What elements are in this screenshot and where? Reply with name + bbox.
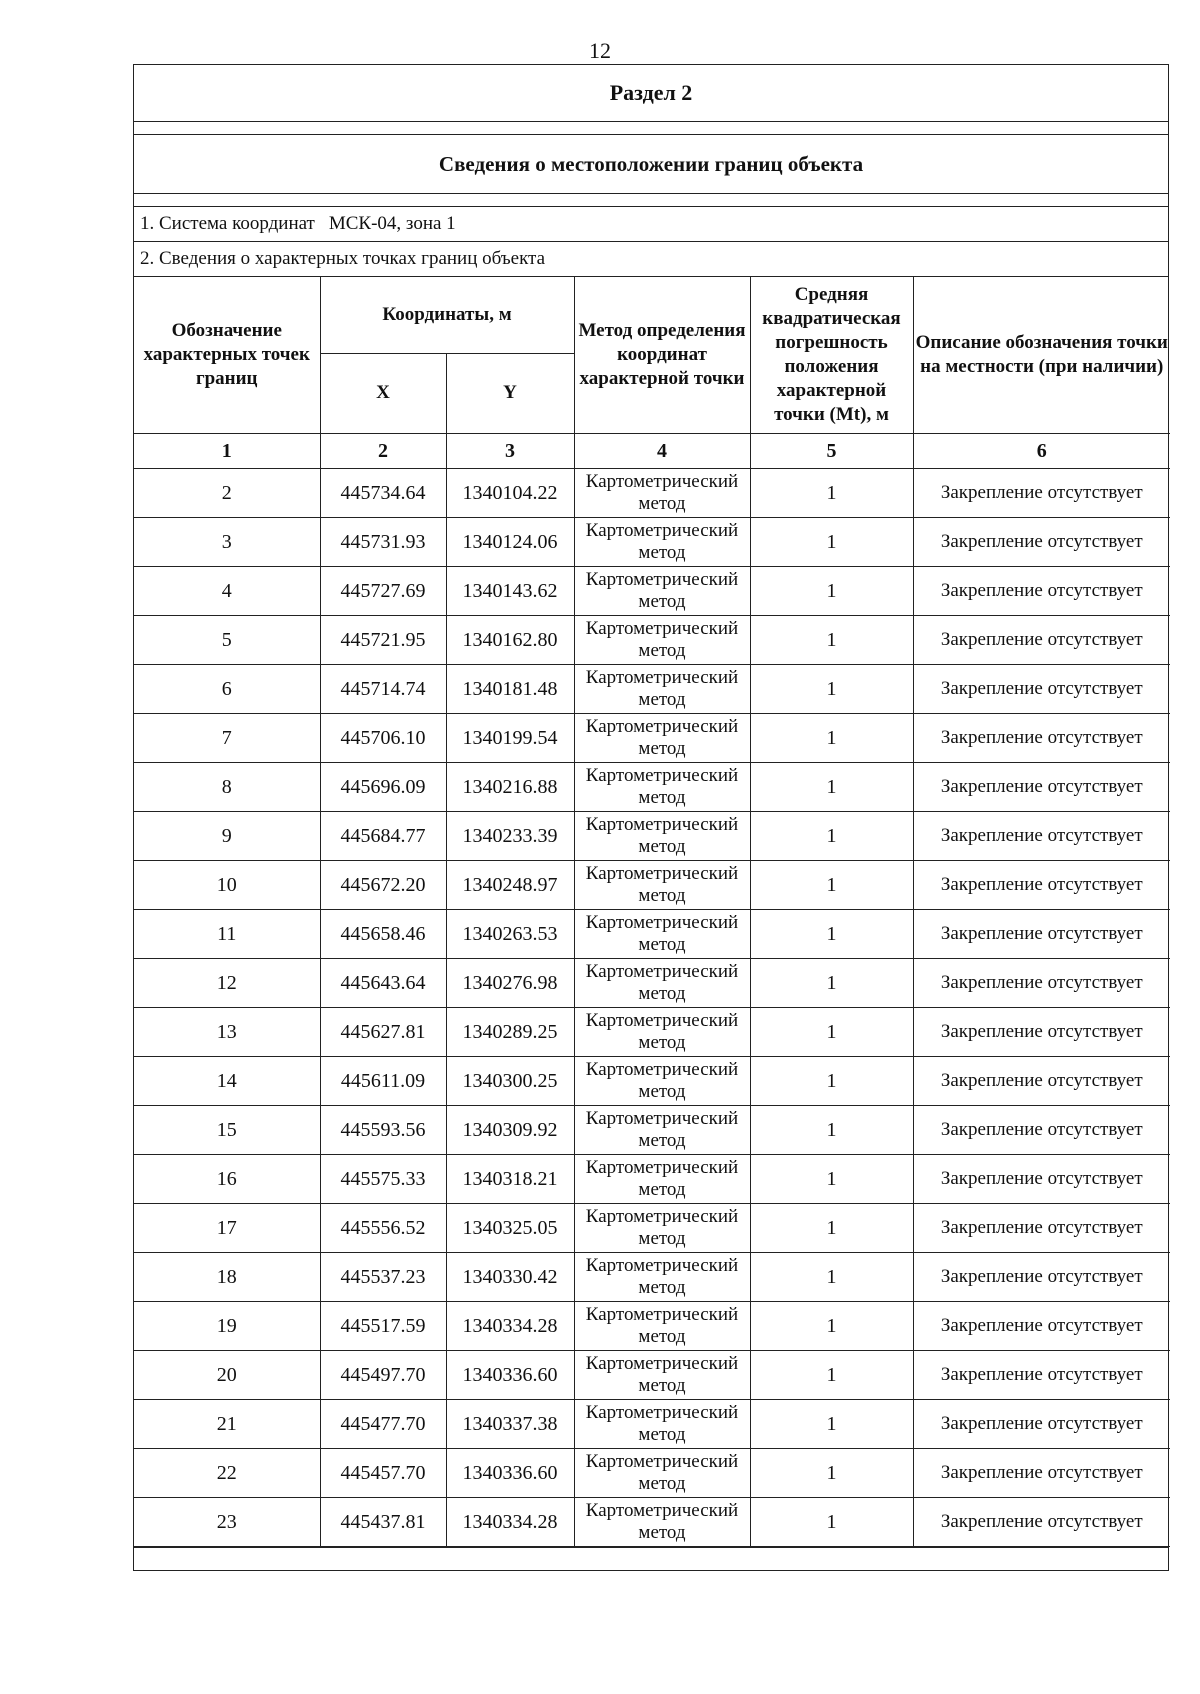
cell-method: Картометрический метод (574, 1350, 750, 1399)
cell-method: Картометрический метод (574, 615, 750, 664)
cell-description: Закрепление отсутствует (913, 762, 1170, 811)
table-row (134, 1105, 1170, 1154)
cell-x-coordinate: 445575.33 (320, 1154, 446, 1203)
cell-x-coordinate: 445684.77 (320, 811, 446, 860)
table-row (134, 860, 1170, 909)
cell-y-coordinate: 1340143.62 (446, 566, 574, 615)
header-error: Средняя квадратическая погрешность положения характерной точки (Mt), м (750, 277, 913, 433)
cell-mean-square-error: 1 (750, 1154, 913, 1203)
cell-description: Закрепление отсутствует (913, 713, 1170, 762)
cell-x-coordinate: 445611.09 (320, 1056, 446, 1105)
cell-point-designation: 9 (134, 811, 320, 860)
cell-mean-square-error: 1 (750, 615, 913, 664)
cell-method: Картометрический метод (574, 909, 750, 958)
cell-y-coordinate: 1340336.60 (446, 1448, 574, 1497)
cell-mean-square-error: 1 (750, 1105, 913, 1154)
cell-method: Картометрический метод (574, 958, 750, 1007)
table-footer-empty-row (134, 1547, 1168, 1570)
cell-point-designation: 5 (134, 615, 320, 664)
cell-x-coordinate: 445537.23 (320, 1252, 446, 1301)
cell-point-designation: 16 (134, 1154, 320, 1203)
cell-mean-square-error: 1 (750, 909, 913, 958)
cell-x-coordinate: 445593.56 (320, 1105, 446, 1154)
cell-y-coordinate: 1340276.98 (446, 958, 574, 1007)
cell-y-coordinate: 1340233.39 (446, 811, 574, 860)
cell-mean-square-error: 1 (750, 1252, 913, 1301)
cell-point-designation: 15 (134, 1105, 320, 1154)
cell-mean-square-error: 1 (750, 1399, 913, 1448)
cell-method: Картометрический метод (574, 1497, 750, 1546)
cell-description: Закрепление отсутствует (913, 1105, 1170, 1154)
cell-mean-square-error: 1 (750, 811, 913, 860)
cell-point-designation: 3 (134, 517, 320, 566)
cell-mean-square-error: 1 (750, 517, 913, 566)
table-row (134, 1301, 1170, 1350)
table-row (134, 1497, 1170, 1546)
cell-method: Картометрический метод (574, 713, 750, 762)
cell-method: Картометрический метод (574, 1301, 750, 1350)
cell-method: Картометрический метод (574, 762, 750, 811)
cell-point-designation: 17 (134, 1203, 320, 1252)
cell-mean-square-error: 1 (750, 664, 913, 713)
table-row (134, 1252, 1170, 1301)
cell-x-coordinate: 445556.52 (320, 1203, 446, 1252)
table-row (134, 1007, 1170, 1056)
cell-y-coordinate: 1340300.25 (446, 1056, 574, 1105)
cell-y-coordinate: 1340330.42 (446, 1252, 574, 1301)
cell-mean-square-error: 1 (750, 1007, 913, 1056)
cell-y-coordinate: 1340104.22 (446, 468, 574, 517)
table-row (134, 713, 1170, 762)
cell-method: Картометрический метод (574, 1399, 750, 1448)
cell-description: Закрепление отсутствует (913, 1497, 1170, 1546)
column-number-row (134, 433, 1170, 468)
boundary-section-sheet (133, 64, 1169, 1571)
table-row (134, 762, 1170, 811)
cell-mean-square-error: 1 (750, 713, 913, 762)
cell-point-designation: 18 (134, 1252, 320, 1301)
cell-y-coordinate: 1340263.53 (446, 909, 574, 958)
cell-x-coordinate: 445721.95 (320, 615, 446, 664)
cell-mean-square-error: 1 (750, 1301, 913, 1350)
points-heading: 2. Сведения о характерных точках границ объекта (134, 242, 1168, 277)
cell-point-designation: 22 (134, 1448, 320, 1497)
cell-description: Закрепление отсутствует (913, 1203, 1170, 1252)
coordinate-system-line (134, 206, 1168, 242)
column-number: 1 (134, 433, 320, 468)
cell-mean-square-error: 1 (750, 1056, 913, 1105)
cell-y-coordinate: 1340248.97 (446, 860, 574, 909)
cell-description: Закрепление отсутствует (913, 615, 1170, 664)
header-designation: Обозначение характерных точек границ (134, 277, 320, 433)
cell-method: Картометрический метод (574, 1056, 750, 1105)
table-row (134, 615, 1170, 664)
cell-method: Картометрический метод (574, 1154, 750, 1203)
table-row (134, 566, 1170, 615)
cell-x-coordinate: 445517.59 (320, 1301, 446, 1350)
cell-description: Закрепление отсутствует (913, 664, 1170, 713)
cell-method: Картометрический метод (574, 468, 750, 517)
cell-x-coordinate: 445658.46 (320, 909, 446, 958)
cell-y-coordinate: 1340181.48 (446, 664, 574, 713)
points-table-body (134, 468, 1170, 1546)
cell-mean-square-error: 1 (750, 1497, 913, 1546)
cell-method: Картометрический метод (574, 517, 750, 566)
cell-x-coordinate: 445437.81 (320, 1497, 446, 1546)
cell-description: Закрепление отсутствует (913, 1448, 1170, 1497)
cell-point-designation: 2 (134, 468, 320, 517)
cell-y-coordinate: 1340124.06 (446, 517, 574, 566)
cell-x-coordinate: 445643.64 (320, 958, 446, 1007)
cell-y-coordinate: 1340325.05 (446, 1203, 574, 1252)
cell-y-coordinate: 1340336.60 (446, 1350, 574, 1399)
cell-x-coordinate: 445457.70 (320, 1448, 446, 1497)
table-row (134, 664, 1170, 713)
cell-point-designation: 8 (134, 762, 320, 811)
section-subtitle: Сведения о местоположении границ объекта (134, 134, 1168, 194)
header-x: X (320, 353, 446, 433)
cell-description: Закрепление отсутствует (913, 1301, 1170, 1350)
cell-method: Картометрический метод (574, 1105, 750, 1154)
cell-point-designation: 13 (134, 1007, 320, 1056)
cell-y-coordinate: 1340309.92 (446, 1105, 574, 1154)
cell-x-coordinate: 445497.70 (320, 1350, 446, 1399)
cell-description: Закрепление отсутствует (913, 566, 1170, 615)
cell-point-designation: 6 (134, 664, 320, 713)
cell-point-designation: 14 (134, 1056, 320, 1105)
cell-method: Картометрический метод (574, 664, 750, 713)
cell-description: Закрепление отсутствует (913, 1399, 1170, 1448)
cell-x-coordinate: 445477.70 (320, 1399, 446, 1448)
cell-point-designation: 21 (134, 1399, 320, 1448)
cell-mean-square-error: 1 (750, 1350, 913, 1399)
cell-mean-square-error: 1 (750, 1203, 913, 1252)
section-title: Раздел 2 (134, 65, 1168, 122)
header-method: Метод определения координат характерной точки (574, 277, 750, 433)
table-row (134, 1203, 1170, 1252)
cell-method: Картометрический метод (574, 860, 750, 909)
table-row (134, 1154, 1170, 1203)
table-row (134, 1448, 1170, 1497)
cell-description: Закрепление отсутствует (913, 1350, 1170, 1399)
table-row (134, 811, 1170, 860)
cell-method: Картометрический метод (574, 1252, 750, 1301)
cell-description: Закрепление отсутствует (913, 1252, 1170, 1301)
cell-mean-square-error: 1 (750, 468, 913, 517)
table-row (134, 958, 1170, 1007)
cell-description: Закрепление отсутствует (913, 1154, 1170, 1203)
cell-y-coordinate: 1340289.25 (446, 1007, 574, 1056)
cell-method: Картометрический метод (574, 1448, 750, 1497)
table-row (134, 1350, 1170, 1399)
column-number: 2 (320, 433, 446, 468)
cell-description: Закрепление отсутствует (913, 468, 1170, 517)
cell-x-coordinate: 445672.20 (320, 860, 446, 909)
table-row (134, 1399, 1170, 1448)
cell-description: Закрепление отсутствует (913, 1056, 1170, 1105)
cell-description: Закрепление отсутствует (913, 1007, 1170, 1056)
cell-description: Закрепление отсутствует (913, 517, 1170, 566)
header-coordinates: Координаты, м (320, 277, 574, 353)
cell-x-coordinate: 445627.81 (320, 1007, 446, 1056)
cell-mean-square-error: 1 (750, 762, 913, 811)
cell-point-designation: 19 (134, 1301, 320, 1350)
cell-method: Картометрический метод (574, 811, 750, 860)
cell-x-coordinate: 445706.10 (320, 713, 446, 762)
boundary-points-table (134, 277, 1170, 1547)
header-y: Y (446, 353, 574, 433)
column-number: 3 (446, 433, 574, 468)
cell-point-designation: 23 (134, 1497, 320, 1546)
column-number: 5 (750, 433, 913, 468)
cell-description: Закрепление отсутствует (913, 958, 1170, 1007)
cell-point-designation: 7 (134, 713, 320, 762)
cell-point-designation: 4 (134, 566, 320, 615)
cell-y-coordinate: 1340199.54 (446, 713, 574, 762)
cell-y-coordinate: 1340318.21 (446, 1154, 574, 1203)
cell-method: Картометрический метод (574, 1203, 750, 1252)
cell-y-coordinate: 1340334.28 (446, 1497, 574, 1546)
header-description: Описание обозначения точки на местности (при наличии) (913, 277, 1170, 433)
cell-description: Закрепление отсутствует (913, 909, 1170, 958)
cell-x-coordinate: 445734.64 (320, 468, 446, 517)
table-row (134, 517, 1170, 566)
cell-y-coordinate: 1340334.28 (446, 1301, 574, 1350)
cell-point-designation: 11 (134, 909, 320, 958)
cell-point-designation: 12 (134, 958, 320, 1007)
column-number: 4 (574, 433, 750, 468)
table-row (134, 1056, 1170, 1105)
coordinate-system-label: 1. Система координат (140, 213, 315, 234)
coordinate-system-value: МСК-04, зона 1 (328, 213, 456, 234)
cell-mean-square-error: 1 (750, 566, 913, 615)
cell-x-coordinate: 445696.09 (320, 762, 446, 811)
cell-x-coordinate: 445731.93 (320, 517, 446, 566)
page-number: 12 (589, 38, 611, 63)
column-number: 6 (913, 433, 1170, 468)
table-row (134, 909, 1170, 958)
cell-y-coordinate: 1340216.88 (446, 762, 574, 811)
table-row (134, 468, 1170, 517)
cell-mean-square-error: 1 (750, 860, 913, 909)
cell-x-coordinate: 445714.74 (320, 664, 446, 713)
cell-description: Закрепление отсутствует (913, 860, 1170, 909)
cell-method: Картометрический метод (574, 1007, 750, 1056)
cell-description: Закрепление отсутствует (913, 811, 1170, 860)
cell-point-designation: 10 (134, 860, 320, 909)
cell-method: Картометрический метод (574, 566, 750, 615)
cell-x-coordinate: 445727.69 (320, 566, 446, 615)
cell-y-coordinate: 1340337.38 (446, 1399, 574, 1448)
cell-mean-square-error: 1 (750, 1448, 913, 1497)
cell-y-coordinate: 1340162.80 (446, 615, 574, 664)
cell-point-designation: 20 (134, 1350, 320, 1399)
cell-mean-square-error: 1 (750, 958, 913, 1007)
